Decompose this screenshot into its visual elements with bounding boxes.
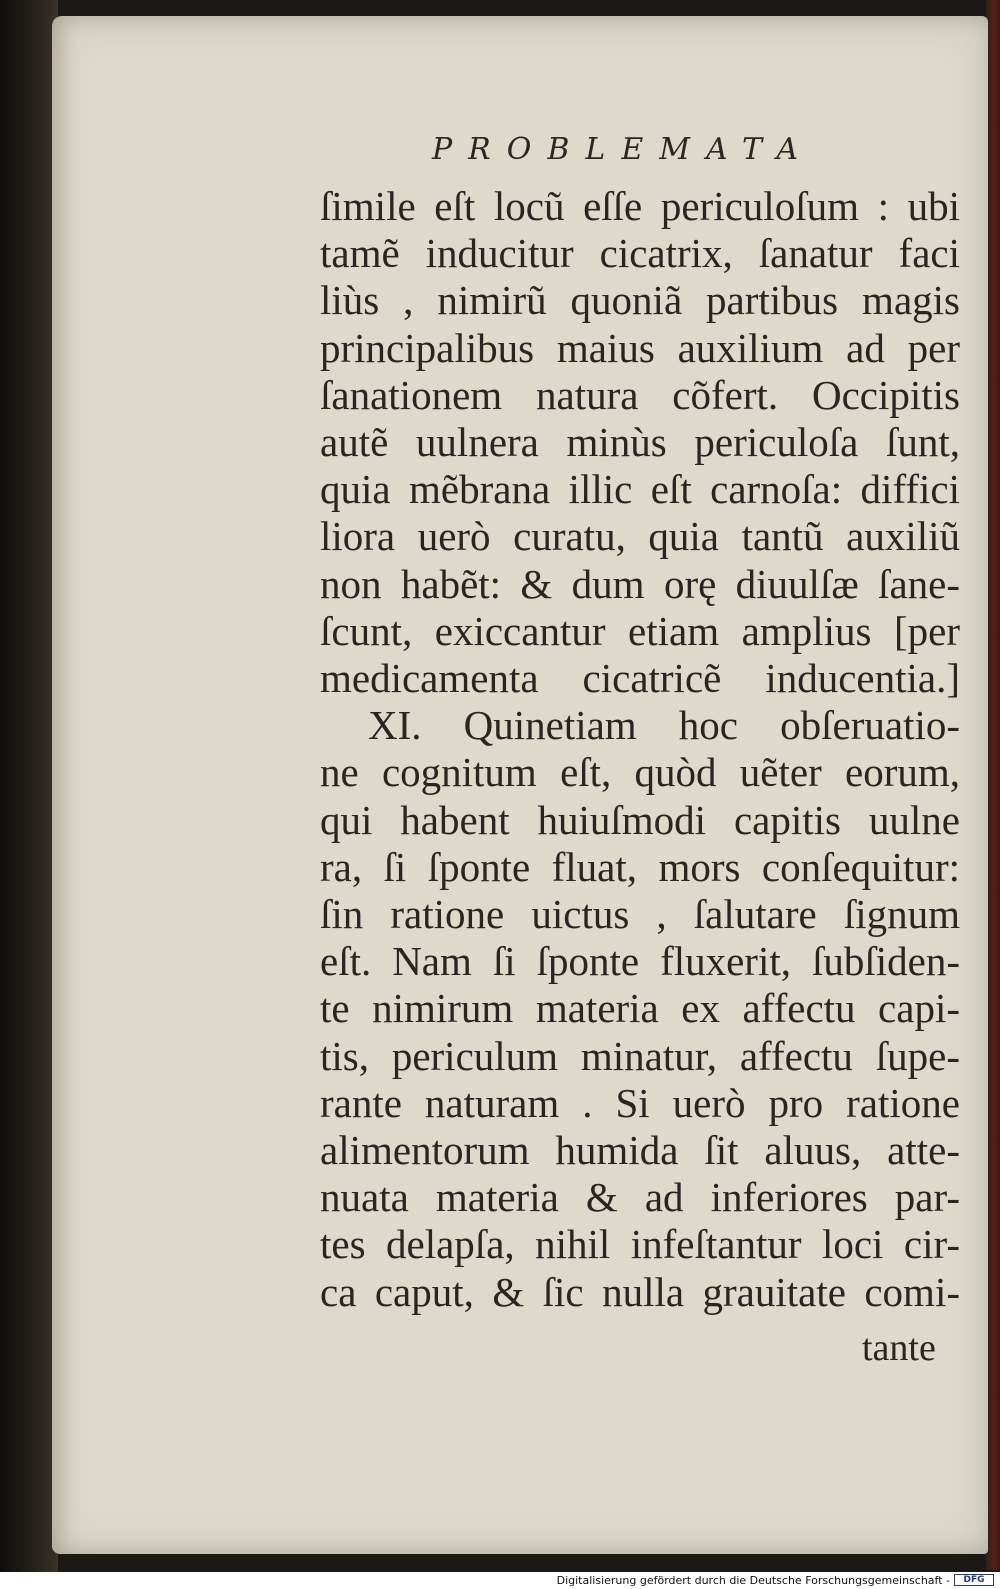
text-line: ca caput, & ſic nulla grauitate comi- (320, 1268, 960, 1315)
text-line: alimentorum humida ſit aluus, atte- (320, 1127, 960, 1174)
text-line: tamẽ inducitur cicatrix, ſanatur faci (320, 230, 960, 277)
book-page-edge (986, 0, 1000, 1570)
book-binding-edge (0, 0, 58, 1589)
body-text (320, 183, 960, 1316)
section-start-line: XI. Quinetiam hoc obſeruatio- (368, 702, 960, 749)
text-line: medicamenta cicatricẽ inducentia.] (320, 655, 960, 702)
text-line: non habẽt: & dum orę diuulſæ ſane- (320, 560, 960, 607)
text-line: ſanationem natura cõfert. Occipitis (320, 371, 960, 418)
text-line: quia mẽbrana illic eſt carnoſa: diffici (320, 466, 960, 513)
text-line: ne cognitum eſt, quòd uẽter eorum, (320, 749, 960, 796)
text-line: rante naturam . Si uerò pro ratione (320, 1079, 960, 1126)
dfg-logo: DFG (954, 1574, 994, 1586)
text-line: te nimirum materia ex affectu capi- (320, 985, 960, 1032)
text-line: eſt. Nam ſi ſponte fluxerit, ſubſiden- (320, 938, 960, 985)
text-line: tes delapſa, nihil infeſtantur loci cir- (320, 1221, 960, 1268)
text-line: qui habent huiuſmodi capitis uulne (320, 796, 960, 843)
text-line: ra, ſi ſponte fluat, mors conſequitur: (320, 843, 960, 890)
text-line: autẽ uulnera minùs periculoſa ſunt, (320, 419, 960, 466)
text-line: liùs , nimirũ quoniã partibus magis (320, 277, 960, 324)
text-line: nuata materia & ad inferiores par- (320, 1174, 960, 1221)
text-line: tis, periculum minatur, affectu ſupe- (320, 1032, 960, 1079)
text-line: ſin ratione uictus , ſalutare ſignum (320, 891, 960, 938)
text-line: ſimile eſt locũ eſſe periculoſum : ubi (320, 183, 960, 229)
funding-credit: Digitalisierung gefördert durch die Deutsche Forschungsgemeinschaft - (556, 1574, 950, 1587)
text-line: liora uerò curatu, quia tantũ auxiliũ (320, 513, 960, 560)
catchword: tante (862, 1327, 936, 1369)
text-line: ſcunt, exiccantur etiam amplius [per (320, 607, 960, 654)
text-line: principalibus maius auxilium ad per (320, 324, 960, 371)
running-head: PROBLEMATA (432, 132, 815, 167)
